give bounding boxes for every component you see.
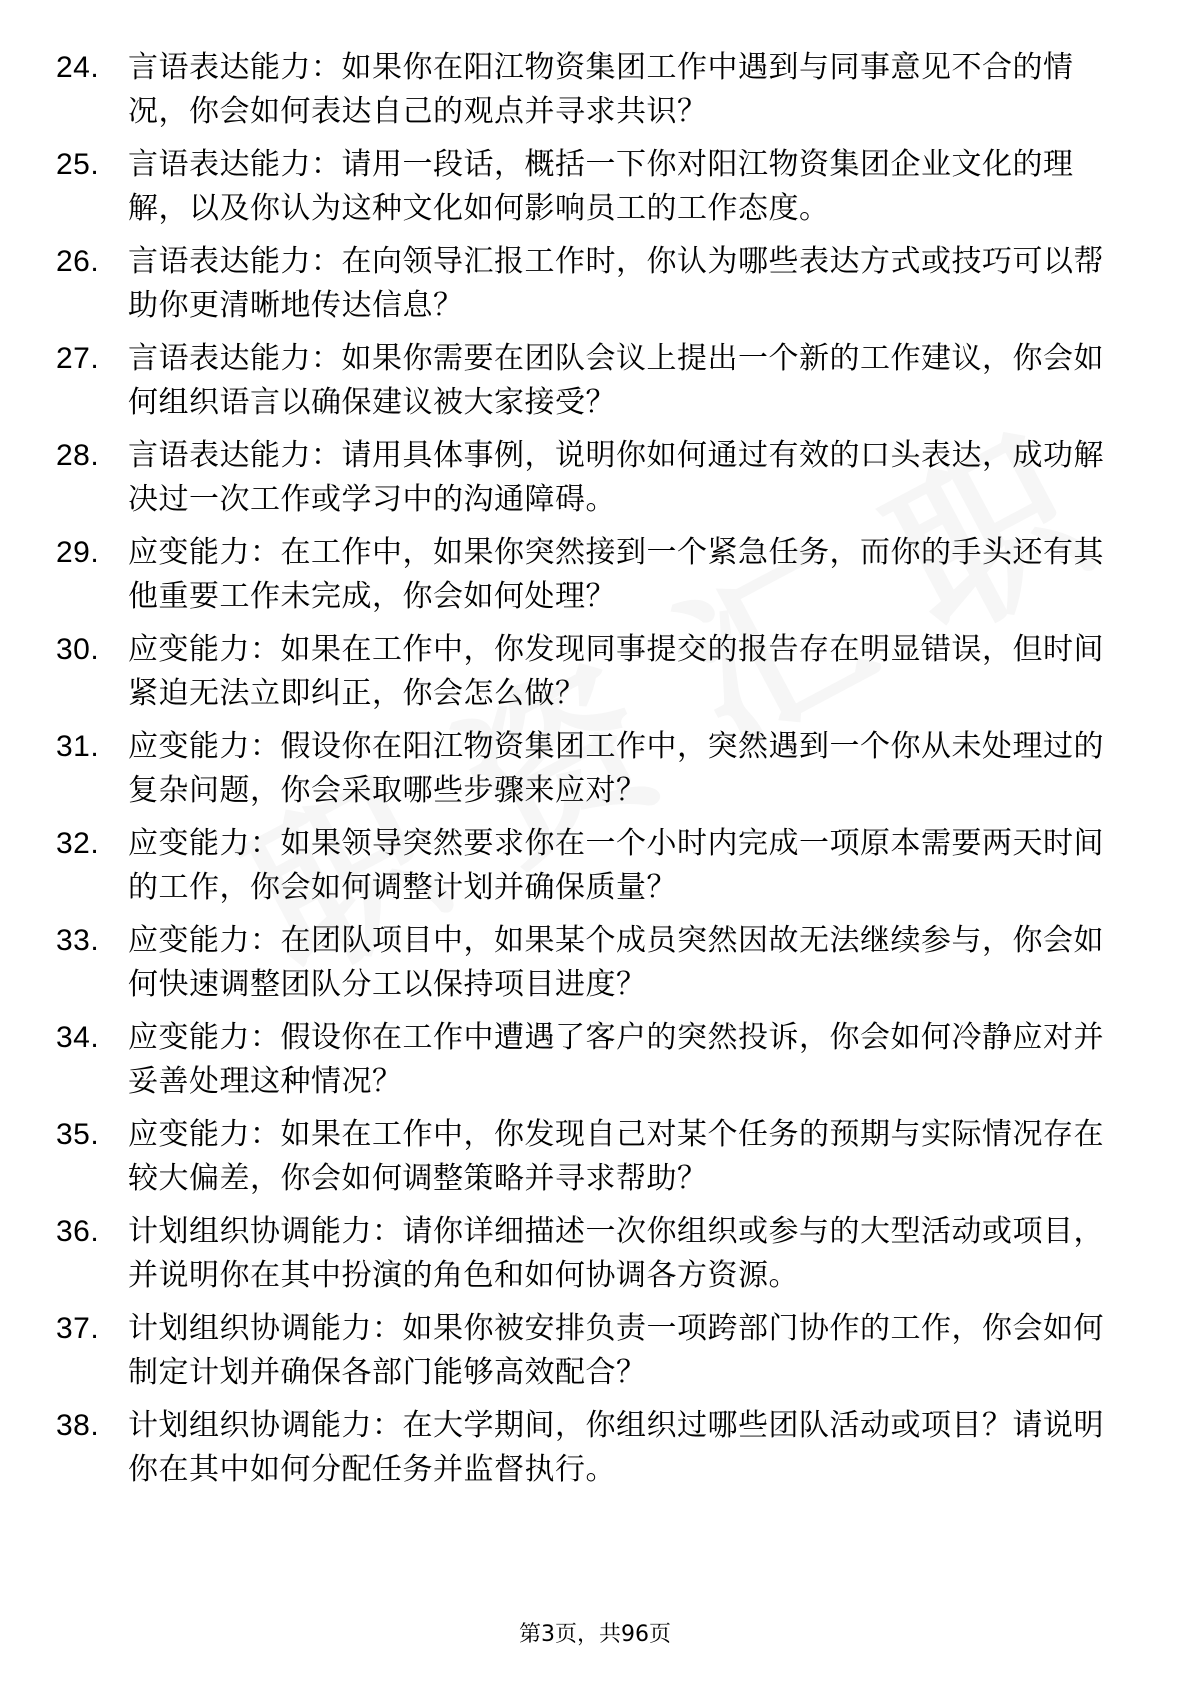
question-number: 24. xyxy=(56,51,100,84)
question-text: 应变能力：如果在工作中，你发现自己对某个任务的预期与实际情况存在较大偏差，你会如何调整策略并寻求帮助？ xyxy=(128,1117,1104,1196)
question-item xyxy=(56,240,1126,328)
question-item xyxy=(56,919,1126,1007)
question-number: 36. xyxy=(56,1215,100,1248)
question-text: 应变能力：在工作中，如果你突然接到一个紧急任务，而你的手头还有其他重要工作未完成，你会如何处理？ xyxy=(128,535,1104,614)
question-item xyxy=(56,46,1126,134)
question-item xyxy=(56,1404,1126,1492)
question-number: 25. xyxy=(56,148,100,181)
question-item xyxy=(56,1210,1126,1298)
question-text: 言语表达能力：请用一段话，概括一下你对阳江物资集团企业文化的理解，以及你认为这种文化如何影响员工的工作态度。 xyxy=(128,147,1074,226)
question-item xyxy=(56,1016,1126,1104)
question-text: 应变能力：如果在工作中，你发现同事提交的报告存在明显错误，但时间紧迫无法立即纠正，你会怎么做？ xyxy=(128,632,1104,711)
question-number: 28. xyxy=(56,439,100,472)
question-number: 35. xyxy=(56,1118,100,1151)
question-item xyxy=(56,143,1126,231)
question-number: 37. xyxy=(56,1312,100,1345)
question-item xyxy=(56,434,1126,522)
question-text: 言语表达能力：如果你需要在团队会议上提出一个新的工作建议，你会如何组织语言以确保建议被大家接受？ xyxy=(128,341,1104,420)
question-number: 29. xyxy=(56,536,100,569)
question-item xyxy=(56,1113,1126,1201)
question-text: 计划组织协调能力：在大学期间，你组织过哪些团队活动或项目？请说明你在其中如何分配任务并监督执行。 xyxy=(128,1408,1104,1487)
question-item xyxy=(56,337,1126,425)
question-item xyxy=(56,531,1126,619)
question-number: 34. xyxy=(56,1021,100,1054)
question-number: 38. xyxy=(56,1409,100,1442)
question-text: 应变能力：在团队项目中，如果某个成员突然因故无法继续参与，你会如何快速调整团队分工以保持项目进度？ xyxy=(128,923,1104,1002)
question-number: 33. xyxy=(56,924,100,957)
question-text: 计划组织协调能力：如果你被安排负责一项跨部门协作的工作，你会如何制定计划并确保各部门能够高效配合？ xyxy=(128,1311,1104,1390)
question-number: 30. xyxy=(56,633,100,666)
question-number: 27. xyxy=(56,342,100,375)
question-item xyxy=(56,822,1126,910)
page-number-footer: 第3页，共96页 xyxy=(519,1622,671,1647)
question-item xyxy=(56,628,1126,716)
question-text: 计划组织协调能力：请你详细描述一次你组织或参与的大型活动或项目，并说明你在其中扮演的角色和如何协调各方资源。 xyxy=(128,1214,1104,1293)
question-text: 言语表达能力：请用具体事例，说明你如何通过有效的口头表达，成功解决过一次工作或学习中的沟通障碍。 xyxy=(128,438,1104,517)
question-text: 言语表达能力：在向领导汇报工作时，你认为哪些表达方式或技巧可以帮助你更清晰地传达信息？ xyxy=(128,244,1104,323)
question-item xyxy=(56,1307,1126,1395)
question-text: 应变能力：假设你在工作中遭遇了客户的突然投诉，你会如何冷静应对并妥善处理这种情况？ xyxy=(128,1020,1104,1099)
question-number: 26. xyxy=(56,245,100,278)
question-number: 31. xyxy=(56,730,100,763)
question-number: 32. xyxy=(56,827,100,860)
question-text: 应变能力：如果领导突然要求你在一个小时内完成一项原本需要两天时间的工作，你会如何调整计划并确保质量？ xyxy=(128,826,1104,905)
question-text: 应变能力：假设你在阳江物资集团工作中，突然遇到一个你从未处理过的复杂问题，你会采取哪些步骤来应对？ xyxy=(128,729,1104,808)
question-list xyxy=(56,46,1126,1501)
question-item xyxy=(56,725,1126,813)
question-text: 言语表达能力：如果你在阳江物资集团工作中遇到与同事意见不合的情况，你会如何表达自己的观点并寻求共识？ xyxy=(128,50,1074,129)
